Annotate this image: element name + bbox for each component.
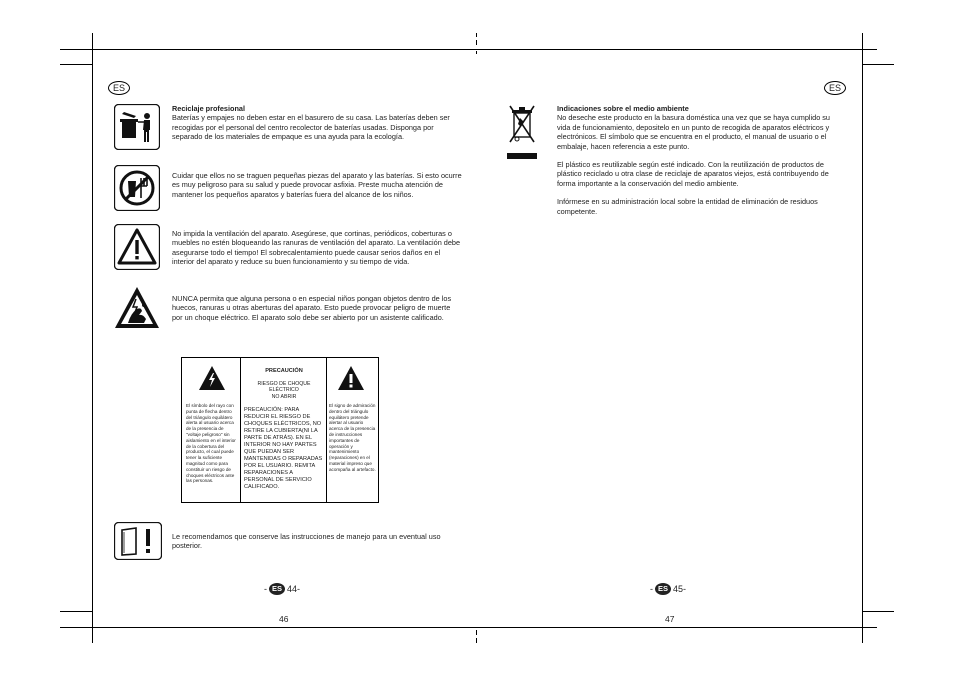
left-pager <box>264 583 300 595</box>
right-pager <box>650 583 686 595</box>
caution-divider-left <box>240 358 241 502</box>
center-mark-bottom <box>476 630 477 635</box>
left-pager-badge: ES <box>269 583 285 595</box>
right-lang-badge: ES <box>824 81 846 95</box>
recycling-text <box>172 104 462 142</box>
lightning-triangle-icon <box>198 365 226 391</box>
shock-text: NUNCA permita que alguna persona o en especial niños pongan objetos dentro de los huecos, ranuras u otras aberturas del aparato. Esto puede provocar peligro de muerte por un choque eléctrico. El aparato solo debe ser abierto por un asistente calificado. <box>172 294 452 322</box>
choking-text: Cuidar que ellos no se traguen pequeñas piezas del aparato y las baterías. Si esto ocurre es muy peligroso para su salud y puede provocar asfixia. Preste mucha atención de mantener los pequeños aparatos y baterías fuera del alcance de los niños. <box>172 171 462 199</box>
environment-title: Indicaciones sobre el medio ambiente <box>557 104 689 113</box>
right-crop-side-top <box>862 64 894 65</box>
left-crop-top <box>92 33 93 49</box>
left-border <box>92 49 93 627</box>
manual-attention-icon <box>114 522 162 560</box>
caution-table <box>181 357 379 503</box>
recycling-body: Baterías y empajes no deben estar en el basurero de su casa. Las baterías deben ser recogidas por el personal del centro recolector de baterías usadas. Disponga por separado de los materiales de empaque es una ayuda para la ecología. <box>172 113 450 142</box>
right-pager-prefix: - <box>650 584 653 594</box>
environment-text <box>557 104 837 216</box>
environment-p1: No deseche este producto en la basura doméstica una vez que se haya cumplido su vida de funcionamiento, depositelo en un punto de recogida de aparatos eléctricos y electrónicos. El símbolo que se encuentra en el producto, el manual de usuario o el embalaje, hacen referencia a este punto. <box>557 113 830 151</box>
caution-subheading: RIESGO DE CHOQUE ELÉCTRICO NO ABRIR <box>257 381 311 400</box>
center-mark-top <box>476 33 477 37</box>
right-border <box>862 49 863 627</box>
right-pager-badge: ES <box>655 583 671 595</box>
caution-left-text: El símbolo del rayo con punta de flecha dentro del triángulo equilátero alerta al usuario acerca de la presencia de "voltaje peligroso" sin aislamiento en el interior de la cobertura del producto, el cual puede tener la suficiente magnitud como para constituir un riesgo de choques eléctricos ante las personas. <box>186 403 236 484</box>
trash-person-icon <box>114 104 160 150</box>
center-fold-top <box>476 51 477 54</box>
right-pager-number: 45- <box>673 584 687 594</box>
caution-divider-right <box>326 358 327 502</box>
ventilation-text: No impida la ventilación del aparato. Asegúrese, que cortinas, periódicos, coberturas o muebles no estén bloqueando las ranuras de ventilación del aparato. La ventilación debe asegurarse todo el tiempo! El sobrecalentamiento puede causar serios daños en el interior del aparato y reduce su buen funcionamiento y su tiempo de vida. <box>172 229 461 267</box>
caution-right-text: El signo de admiración dentro del triángulo equilátero pretende alertar al usuario acerca de la presencia de instrucciones importantes de operación y mantenimiento (reparaciones) en el material impreso que acompaña al artefacto. <box>329 403 376 472</box>
right-crop-bottom <box>862 627 863 643</box>
left-crop-bottom <box>92 627 93 643</box>
environment-p2: El plástico es reutilizable según esté indicado. Con la reutilización de productos de plástico reciclado u otra clase de reciclaje de aparatos viejos, está contribuyendo de forma importante a la conservación del medio ambiente. <box>557 160 829 188</box>
right-crop-side-bottom <box>862 611 894 612</box>
right-crop-top <box>862 33 863 49</box>
environment-p3: Infórmese en su administración local sobre la entidad de eliminación de residuos competente. <box>557 197 818 216</box>
left-lang-badge: ES <box>108 81 130 95</box>
caution-center-text: PRECAUCIÓN: PARA REDUCIR EL RIESGO DE CHOQUES ELÉCTRICOS, NO RETIRE LA CUBIERTA(NI LA PARTE DE ATRÁS). EN EL INTERIOR NO HAY PARTES QUE PUEDAN SER MANTENIDAS O REPARADAS POR EL USUARIO. REMITA REPARACIONES A PERSONAL DE SERVICIO CALIFICADO. <box>244 407 323 490</box>
left-crop-side-top <box>60 64 92 65</box>
left-pager-prefix: - <box>264 584 267 594</box>
exclamation-triangle-icon <box>337 365 365 391</box>
left-crop-side-bottom <box>60 611 92 612</box>
no-eating-icon <box>114 165 160 211</box>
electric-shock-icon <box>114 285 160 331</box>
recycling-title: Reciclaje profesional <box>172 104 245 113</box>
warning-triangle-icon <box>114 224 160 270</box>
manual-text: Le recomendamos que conserve las instrucciones de manejo para un eventual uso posterior. <box>172 532 441 551</box>
left-page-number: 46 <box>279 614 289 624</box>
crossed-bin-icon <box>507 103 537 161</box>
left-pager-number: 44- <box>287 584 301 594</box>
center-mark-top2 <box>476 40 477 45</box>
right-page-number: 47 <box>665 614 675 624</box>
center-mark-bottom2 <box>476 638 477 643</box>
bottom-border <box>60 627 877 628</box>
top-border <box>60 49 877 50</box>
caution-heading: PRECAUCIÓN <box>265 368 303 374</box>
